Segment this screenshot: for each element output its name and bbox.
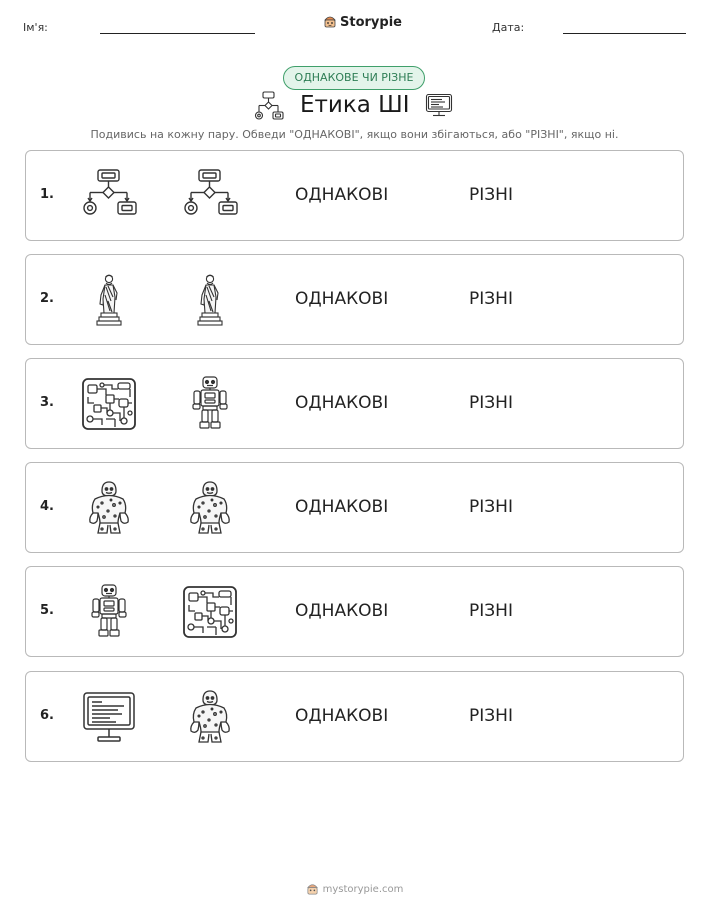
date-field-line[interactable] [563, 33, 686, 34]
option-same[interactable]: ОДНАКОВІ [295, 706, 389, 726]
activity-badge: ОДНАКОВЕ ЧИ РІЗНЕ [283, 66, 425, 90]
row-number: 5. [40, 603, 54, 618]
option-different[interactable]: РІЗНІ [469, 289, 513, 309]
flowchart-icon [181, 167, 239, 225]
row-number: 1. [40, 187, 54, 202]
pair-row-6 [25, 671, 684, 762]
robot-icon [80, 583, 138, 641]
robot-icon [181, 375, 239, 433]
flowchart-icon [253, 90, 285, 126]
row-number: 3. [40, 395, 54, 410]
pair-row-5 [25, 566, 684, 657]
circuit-board-icon [80, 375, 138, 433]
option-same[interactable]: ОДНАКОВІ [295, 393, 389, 413]
brand-logo [323, 13, 402, 32]
flowchart-icon [80, 167, 138, 225]
option-same[interactable]: ОДНАКОВІ [295, 289, 389, 309]
option-different[interactable]: РІЗНІ [469, 601, 513, 621]
option-different[interactable]: РІЗНІ [469, 706, 513, 726]
philosopher-statue-icon [181, 271, 239, 329]
worksheet-header [0, 0, 709, 50]
option-same[interactable]: ОДНАКОВІ [295, 497, 389, 517]
footer-link[interactable]: mystorypie.com [322, 884, 404, 895]
philosopher-statue-icon [80, 271, 138, 329]
golem-icon [181, 479, 239, 537]
pair-row-3 [25, 358, 684, 449]
option-same[interactable]: ОДНАКОВІ [295, 185, 389, 205]
option-different[interactable]: РІЗНІ [469, 185, 513, 205]
pie-mascot-icon [306, 880, 319, 899]
golem-icon [80, 479, 138, 537]
option-different[interactable]: РІЗНІ [469, 393, 513, 413]
row-number: 6. [40, 708, 54, 723]
row-number: 4. [40, 499, 54, 514]
computer-monitor-icon [425, 93, 453, 123]
footer [0, 880, 709, 899]
option-different[interactable]: РІЗНІ [469, 497, 513, 517]
name-field-line[interactable] [100, 33, 255, 34]
date-label: Дата: [492, 21, 525, 34]
row-number: 2. [40, 291, 54, 306]
brand-name: Storypie [340, 15, 402, 30]
pair-row-4 [25, 462, 684, 553]
pair-row-1 [25, 150, 684, 241]
instructions-text: Подивись на кожну пару. Обведи "ОДНАКОВІ", якщо вони збігаються, або "РІЗНІ", якщо ні. [90, 128, 619, 141]
pie-mascot-icon [323, 13, 337, 32]
name-label: Ім'я: [23, 21, 48, 34]
option-same[interactable]: ОДНАКОВІ [295, 601, 389, 621]
pair-row-2 [25, 254, 684, 345]
page-title: Етика ШІ [300, 92, 410, 118]
computer-monitor-icon [80, 688, 138, 746]
circuit-board-icon [181, 583, 239, 641]
golem-icon [181, 688, 239, 746]
